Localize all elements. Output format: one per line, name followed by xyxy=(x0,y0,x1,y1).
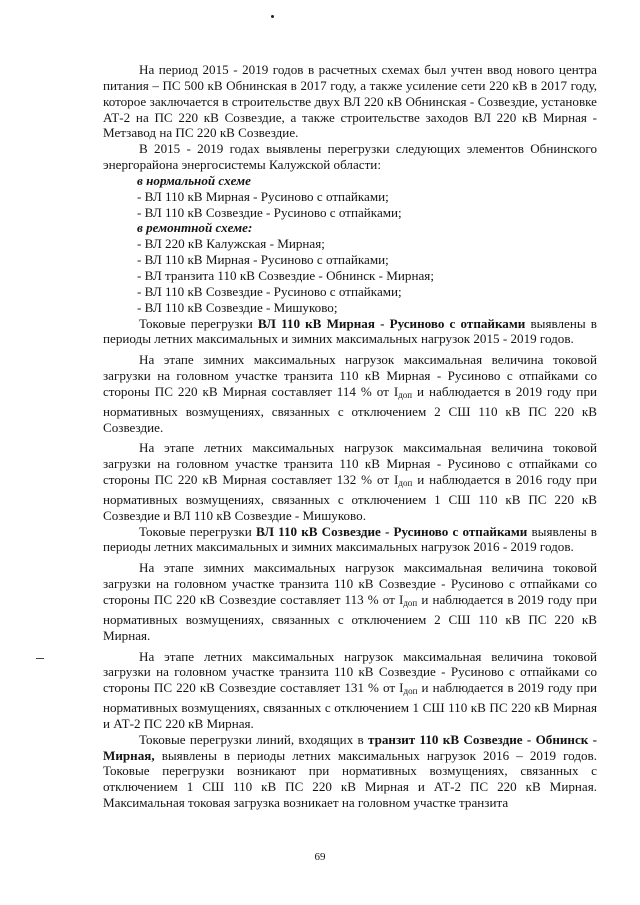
list-item: - ВЛ транзита 110 кВ Созвездие - Обнинск - Мирная; xyxy=(137,267,434,283)
normal-scheme-heading: в нормальной схеме xyxy=(137,172,251,188)
paragraph-winter-mirnaya: На этапе зимних максимальных нагрузок максимальная величина токовой загрузки на головном участке транзита 110 кВ Мирная - Русиново с отпайками со стороны ПС 220 кВ Мирная составляет 114 % от $I_{доп}$ и наблюдается в 2019 году при нормативных возмущениях, связанных с отключением 2 СШ 110 кВ ПС 220 кВ Созвездие. xyxy=(103,352,597,435)
list-item: - ВЛ 110 кВ Мирная - Русиново с отпайками; xyxy=(137,252,389,268)
list-item: - ВЛ 220 кВ Калужская - Мирная; xyxy=(137,236,325,252)
repair-scheme-heading: в ремонтной схеме: xyxy=(137,220,253,236)
page-number: 69 xyxy=(314,851,326,863)
margin-mark xyxy=(36,658,44,659)
scan-speck xyxy=(271,15,274,18)
list-item: - ВЛ 110 кВ Мирная - Русиново с отпайками; xyxy=(137,188,389,204)
paragraph-sozvezdie-rusinovo: Токовые перегрузки ВЛ 110 кВ Созвездие - Русиново с отпайками выявлены в периоды летних максимальных и зимних максимальных нагрузок 2016 - 2019 годов. xyxy=(103,523,597,555)
paragraph-transit: Токовые перегрузки линий, входящих в транзит 110 кВ Созвездие - Обнинск - Мирная, выявлены в периоды летних максимальных нагрузок 2016 – 2019 годов. Токовые перегрузки возникают при нормативных возмущениях, связанных с отключением 1 СШ 110 кВ ПС 220 кВ Мирная и АТ-2 ПС 220 кВ Мирная. Максимальная токовая загрузка возникает на головном участке транзита xyxy=(103,731,597,811)
list-item: - ВЛ 110 кВ Созвездие - Русиново с отпайками; xyxy=(137,204,402,220)
paragraph-overloads-summary: В 2015 - 2019 годах выявлены перегрузки следующих элементов Обнинского энергорайона энергосистемы Калужской области: xyxy=(103,141,597,173)
body-text xyxy=(103,62,597,811)
paragraph-summer-mirnaya: На этапе летних максимальных нагрузок максимальная величина токовой загрузки на головном участке транзита 110 кВ Мирная - Русиново с отпайками со стороны ПС 220 кВ Мирная составляет 132 % от $I_{доп}$ и наблюдается в 2016 году при нормативных возмущениях, связанных с отключением 1 СШ 110 кВ ПС 220 кВ Созвездие и ВЛ 110 кВ Созвездие - Мишуково. xyxy=(103,440,597,523)
line-name-bold: ВЛ 110 кВ Созвездие - Русиново с отпайками xyxy=(255,523,528,539)
paragraph-summer-sozvezdie: На этапе летних максимальных нагрузок максимальная величина токовой загрузки на головном участке транзита 110 кВ Созвездие - Русиново с отпайками со стороны ПС 220 кВ Созвездие составляет 131 % от $I_{доп}$ и наблюдается в 2019 году при нормативных возмущениях, связанных с отключением 1 СШ 110 кВ ПС 220 кВ Мирная и АТ-2 ПС 220 кВ Мирная. xyxy=(103,648,597,731)
list-item: - ВЛ 110 кВ Созвездие - Мишуково; xyxy=(137,299,338,315)
transit-name-bold: транзит 110 кВ Созвездие - Обнинск - Мирная, xyxy=(103,731,597,763)
paragraph-intro: На период 2015 - 2019 годов в расчетных схемах был учтен ввод нового центра питания – ПС 500 кВ Обнинская в 2017 году, а также усиление сети 220 кВ в 2017 году, которое заключается в строительстве двух ВЛ 220 кВ Обнинская - Созвездие, установке АТ-2 на ПС 220 кВ Созвездие, а также строительстве заходов ВЛ 220 кВ Мирная - Метзавод на ПС 220 кВ Созвездие. xyxy=(103,62,597,141)
list-item: - ВЛ 110 кВ Созвездие - Русиново с отпайками; xyxy=(137,283,402,299)
paragraph-mirnaya-rusinovo: Токовые перегрузки ВЛ 110 кВ Мирная - Русиново с отпайками выявлены в периоды летних максимальных и зимних максимальных нагрузок 2015 - 2019 годов. xyxy=(103,315,597,347)
line-name-bold: ВЛ 110 кВ Мирная - Русиново с отпайками xyxy=(257,315,526,331)
paragraph-winter-sozvezdie: На этапе зимних максимальных нагрузок максимальная величина токовой загрузки на головном участке транзита 110 кВ Созвездие - Русиново с отпайками со стороны ПС 220 кВ Созвездие составляет 113 % от $I_{доп}$ и наблюдается в 2019 году при нормативных возмущениях, связанных с отключением 2 СШ 110 кВ ПС 220 кВ Мирная. xyxy=(103,560,597,643)
